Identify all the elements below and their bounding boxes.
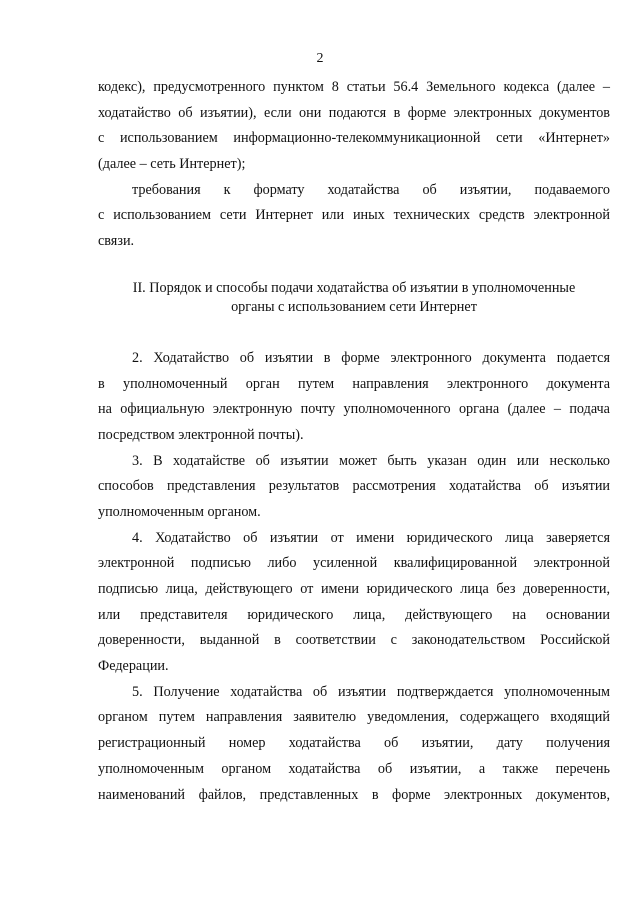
text-line: способов представления результатов рассмотрения ходатайства об изъятии: [98, 478, 610, 495]
text-line: посредством электронной почты).: [98, 426, 304, 443]
text-line: уполномоченным органом.: [98, 503, 261, 520]
text-line: Федерации.: [98, 658, 169, 675]
text-line: уполномоченным органом ходатайства об изъятии, а также перечень: [98, 760, 610, 777]
intro-paragraph: [98, 75, 610, 178]
text-line: (далее – сеть Интернет);: [98, 156, 246, 173]
text-line: 3. В ходатайстве об изъятии может быть указан один или несколько: [132, 452, 610, 469]
page-number: 2: [316, 51, 324, 66]
document-body: [98, 75, 610, 808]
text-line: или представителя юридического лица, действующего на основании: [98, 606, 610, 623]
spacer: [98, 317, 610, 346]
text-line: наименований файлов, представленных в форме электронных документов,: [98, 786, 610, 803]
text-line: на официальную электронную почту уполномоченного органа (далее – подача: [98, 401, 610, 418]
text-line: электронной подписью либо усиленной квалифицированной электронной: [98, 555, 610, 572]
text-line: регистрационный номер ходатайства об изъятии, дату получения: [98, 735, 610, 752]
text-line: с использованием информационно-телекоммуникационной сети «Интернет»: [98, 130, 610, 147]
heading-line: II. Порядок и способы подачи ходатайства об изъятии в уполномоченные: [132, 279, 576, 296]
section-heading: [98, 279, 610, 317]
text-line: в уполномоченный орган путем направления электронного документа: [98, 375, 610, 392]
text-line: подписью лица, действующего от имени юридического лица без доверенности,: [98, 581, 610, 597]
heading-line: органы с использованием сети Интернет: [231, 298, 477, 315]
text-line: 2. Ходатайство об изъятии в форме электронного документа подается: [132, 349, 610, 366]
text-line: 4. Ходатайство об изъятии от имени юридического лица заверяется: [132, 529, 610, 546]
text-line: органом путем направления заявителю уведомления, содержащего входящий: [98, 709, 610, 726]
text-line: кодекс), предусмотренного пунктом 8 статьи 56.4 Земельного кодекса (далее –: [98, 79, 610, 95]
paragraph-4: [98, 526, 610, 680]
text-line: 5. Получение ходатайства об изъятии подтверждается уполномоченным: [132, 683, 610, 700]
paragraph-3: [98, 449, 610, 526]
text-line: с использованием сети Интернет или иных технических средств электронной: [98, 207, 610, 224]
spacer: [98, 255, 610, 279]
text-line: ходатайство об изъятии), если они подаются в форме электронных документов: [98, 104, 610, 121]
requirements-paragraph: [98, 178, 610, 255]
paragraph-5: [98, 680, 610, 808]
text-line: требования к формату ходатайства об изъятии, подаваемого: [132, 181, 610, 198]
paragraph-2: [98, 346, 610, 449]
text-line: связи.: [98, 233, 135, 250]
text-line: доверенности, выданной в соответствии с законодательством Российской: [98, 632, 610, 649]
